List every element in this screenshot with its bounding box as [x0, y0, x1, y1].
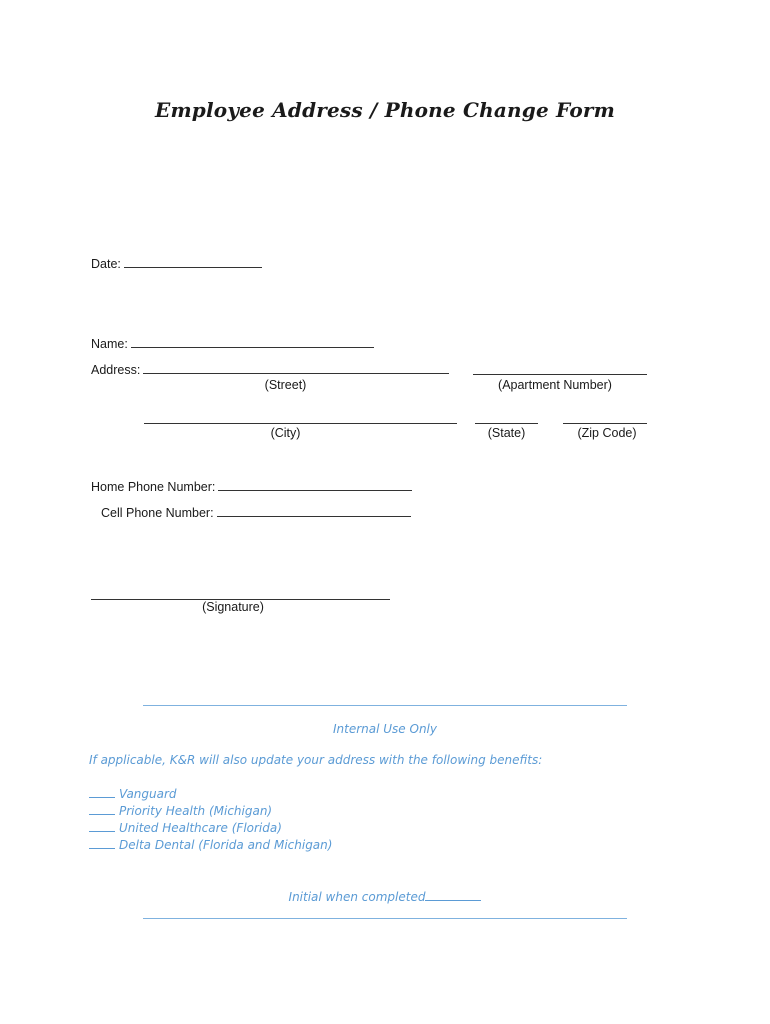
city-caption: (City): [270, 426, 301, 440]
internal-bottom-rule: [143, 918, 627, 919]
date-label: Date:: [91, 257, 121, 271]
signature-field[interactable]: [91, 588, 390, 600]
initial-row: [143, 890, 627, 904]
benefit-item: [89, 787, 177, 801]
benefit-item: [89, 804, 272, 818]
cell-phone-field[interactable]: [217, 505, 411, 517]
home-phone-label: Home Phone Number:: [91, 480, 216, 494]
internal-intro: If applicable, K&R will also update your address with the following benefits:: [89, 753, 543, 767]
benefit-checkbox[interactable]: [89, 804, 115, 815]
cell-phone-label: Cell Phone Number:: [101, 506, 214, 520]
street-caption: (Street): [264, 378, 307, 392]
home-phone-row: [91, 479, 412, 494]
internal-top-rule: [143, 705, 627, 706]
home-phone-field[interactable]: [218, 479, 412, 491]
initial-field[interactable]: [425, 890, 481, 901]
state-caption: (State): [487, 426, 526, 440]
apartment-caption: (Apartment Number): [498, 378, 612, 392]
address-row: [91, 362, 449, 377]
zip-field[interactable]: [563, 412, 647, 424]
name-label: Name:: [91, 337, 128, 351]
date-field[interactable]: [124, 256, 262, 268]
date-row: [91, 256, 262, 271]
zip-caption: (Zip Code): [577, 426, 637, 440]
benefit-checkbox[interactable]: [89, 838, 115, 849]
benefit-item: [89, 838, 332, 852]
address-label: Address:: [91, 363, 141, 377]
apartment-field[interactable]: [473, 363, 647, 375]
cell-phone-row: [101, 505, 411, 520]
benefit-label: Delta Dental (Florida and Michigan): [119, 838, 333, 852]
name-row: [91, 336, 374, 351]
benefit-item: [89, 821, 282, 835]
benefit-checkbox[interactable]: [89, 821, 115, 832]
city-field[interactable]: [144, 412, 457, 424]
internal-heading: Internal Use Only: [333, 722, 437, 736]
benefit-label: Vanguard: [119, 787, 177, 801]
benefit-checkbox[interactable]: [89, 787, 115, 798]
initial-label: Initial when completed: [288, 890, 426, 904]
benefit-label: United Healthcare (Florida): [119, 821, 282, 835]
form-title: Employee Address / Phone Change Form: [155, 98, 615, 122]
name-field[interactable]: [131, 336, 374, 348]
signature-caption: (Signature): [202, 600, 264, 614]
benefit-label: Priority Health (Michigan): [119, 804, 273, 818]
state-field[interactable]: [475, 412, 538, 424]
street-field[interactable]: [143, 362, 449, 374]
